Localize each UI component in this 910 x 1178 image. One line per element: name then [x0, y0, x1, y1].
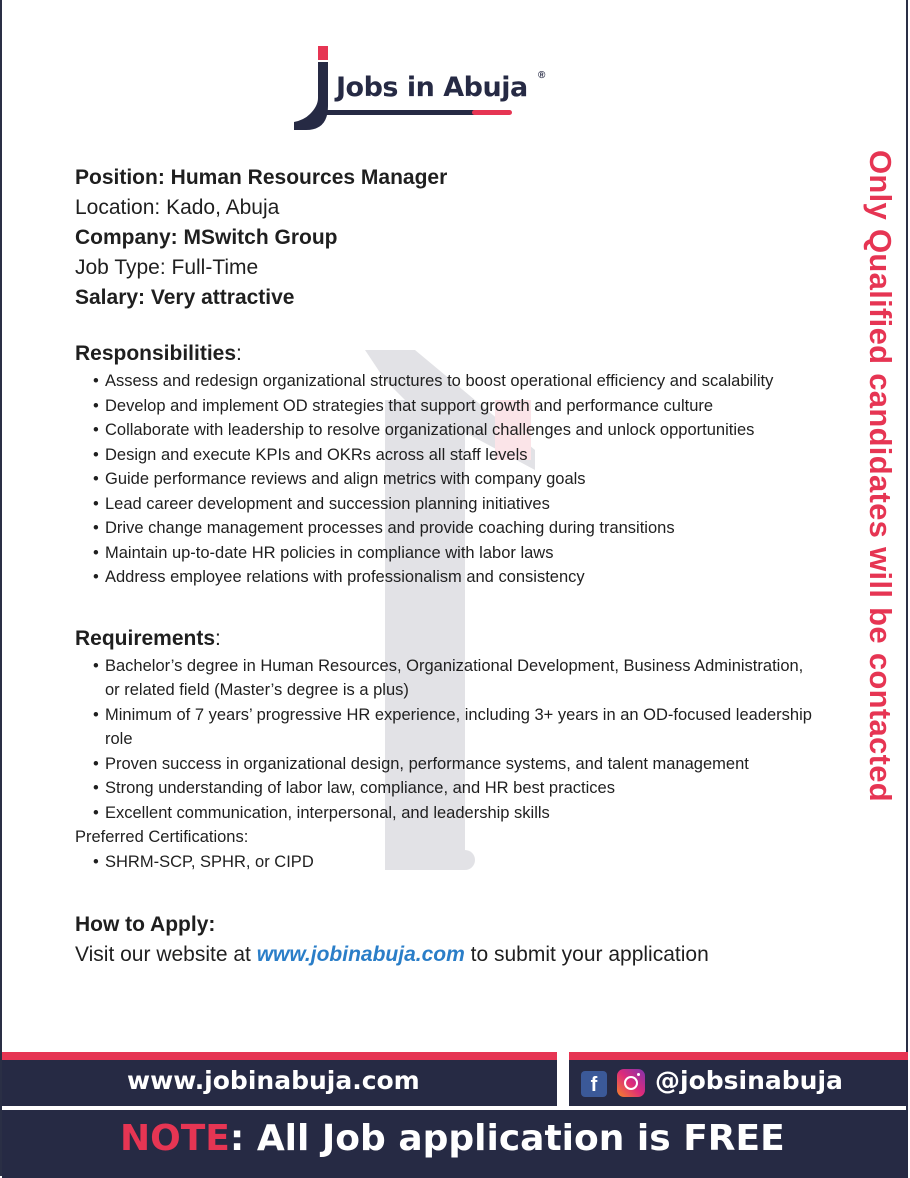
list-item: • Develop and implement OD strategies that support growth and performance culture: [105, 394, 815, 419]
salary-label: Salary:: [75, 286, 151, 309]
apply-text-before: Visit our website at: [75, 943, 257, 966]
preferred-certifications-list: [75, 850, 815, 875]
list-item: • Drive change management processes and provide coaching during transitions: [105, 516, 815, 541]
requirements-heading: [75, 624, 815, 654]
list-item: • SHRM-SCP, SPHR, or CIPD: [105, 850, 815, 875]
salary-line: [75, 283, 815, 313]
free-application-note: [120, 1118, 785, 1159]
requirements-title: Requirements: [75, 626, 216, 650]
position-label: Position:: [75, 166, 171, 189]
list-item: • Assess and redesign organizational structures to boost operational efficiency and scalability: [105, 369, 815, 394]
responsibilities-colon: :: [236, 342, 242, 365]
list-item: • Address employee relations with professionalism and consistency: [105, 565, 815, 590]
position-value: Human Resources Manager: [170, 166, 448, 189]
list-item: • Lead career development and succession planning initiatives: [105, 492, 815, 517]
responsibilities-title: Responsibilities: [75, 342, 237, 365]
social-handle[interactable]: @jobsinabuja: [655, 1066, 843, 1095]
apply-text-after: to submit your application: [464, 943, 709, 966]
note-label: NOTE: [120, 1118, 230, 1159]
location-line: Location: Kado, Abuja: [75, 196, 280, 219]
company-label: Company:: [75, 226, 184, 249]
job-details: [75, 163, 815, 970]
list-item: • Minimum of 7 years’ progressive HR experience, including 3+ years in an OD-focused leadership role: [105, 703, 815, 752]
logo-underline-accent: [472, 110, 512, 115]
apply-instructions: [75, 940, 815, 970]
list-item: • Excellent communication, interpersonal, and leadership skills: [105, 801, 815, 826]
list-item: • Design and execute KPIs and OKRs across all staff levels: [105, 443, 815, 468]
list-item: • Maintain up-to-date HR policies in compliance with labor laws: [105, 541, 815, 566]
company-line: [75, 223, 815, 253]
requirements-list: [75, 654, 815, 826]
footer-social-bar: [569, 1060, 908, 1106]
requirements-colon: :: [215, 626, 221, 650]
footer-accent-right: [569, 1052, 908, 1060]
company-value: MSwitch Group: [183, 226, 338, 249]
footer-website-link[interactable]: www.jobinabuja.com: [127, 1066, 420, 1095]
footer-website-bar: [2, 1060, 557, 1106]
how-to-apply-title: How to Apply:: [75, 913, 216, 936]
note-text: : All Job application is FREE: [229, 1118, 785, 1159]
list-item: • Proven success in organizational design, performance systems, and talent management: [105, 752, 815, 777]
instagram-icon[interactable]: [617, 1069, 645, 1097]
logo-underline: [322, 110, 487, 115]
list-item: • Collaborate with leadership to resolve organizational challenges and unlock opportunities: [105, 418, 815, 443]
note-bar: [2, 1110, 908, 1178]
facebook-icon[interactable]: f: [581, 1071, 607, 1097]
how-to-apply-heading: [75, 910, 815, 940]
j-logo-icon: [292, 44, 342, 134]
job-type-line: Job Type: Full-Time: [75, 256, 259, 279]
qualified-notice: Only Qualified candidates will be contacted: [863, 150, 898, 802]
preferred-certifications-label: Preferred Certifications:: [75, 828, 249, 846]
footer-accent-left: [2, 1052, 557, 1060]
salary-value: Very attractive: [150, 286, 295, 309]
list-item: • Bachelor’s degree in Human Resources, Organizational Development, Business Administration, or related field (Master’s degree is a plus): [105, 654, 815, 703]
responsibilities-list: [75, 369, 815, 590]
position-line: [75, 163, 815, 193]
logo-text: Jobs in Abuja: [336, 72, 528, 103]
responsibilities-heading: [75, 339, 815, 369]
list-item: • Strong understanding of labor law, compliance, and HR best practices: [105, 776, 815, 801]
website-link[interactable]: www.jobinabuja.com: [256, 943, 465, 966]
registered-mark: ®: [538, 70, 546, 81]
brand-logo: [292, 44, 562, 134]
list-item: • Guide performance reviews and align metrics with company goals: [105, 467, 815, 492]
